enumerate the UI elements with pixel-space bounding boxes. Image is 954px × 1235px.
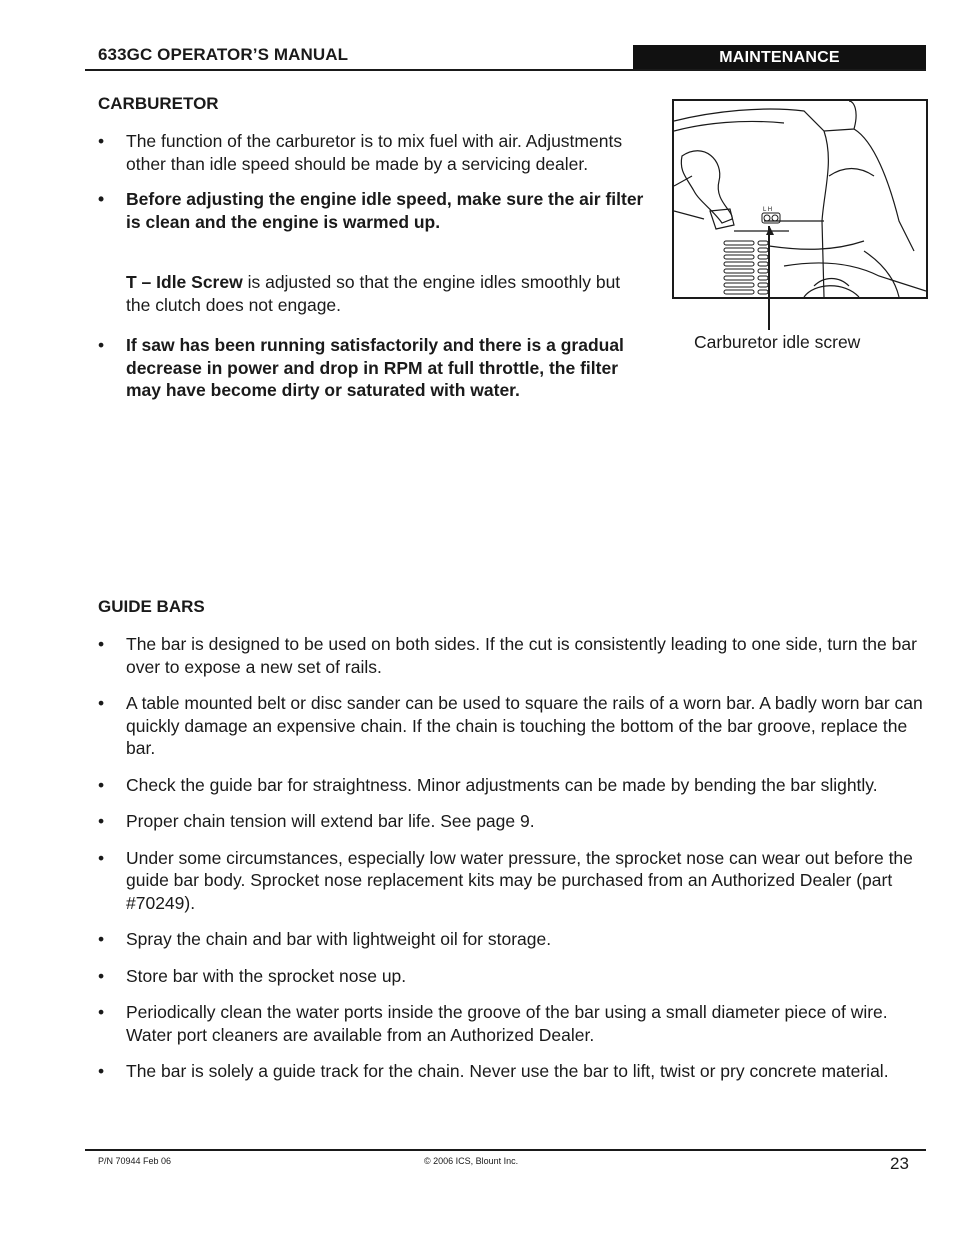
footer-rule [85,1149,926,1151]
header-rule [85,69,926,71]
list-item [98,965,928,988]
bullet-dot: • [98,965,105,986]
bullet-dot: • [98,693,105,713]
bullet-dot: • [98,929,105,949]
bullet-text: Before adjusting the engine idle speed, make sure the air filter is clean and the engine is warmed up. [126,189,644,232]
manual-title: 633GC OPERATOR’S MANUAL [98,45,349,64]
section-label: MAINTENANCE [633,45,926,70]
part-number: P/N 70944 Feb 06 [98,1156,172,1166]
bullet-dot: • [98,847,105,868]
bullet-text: Spray the chain and bar with lightweight oil for storage. [126,929,552,949]
list-item [98,692,928,760]
list-item [98,847,928,915]
bullet-dot: • [98,335,105,355]
bullet-text: Periodically clean the water ports inside the groove of the bar using a small diameter piece of wire. Water port cleaners are available from an Authorized Dealer. [126,1002,888,1045]
bullet-text: The bar is designed to be used on both sides. If the cut is consistently leading to one side, turn the bar over to expose a new set of rails. [126,634,917,677]
saw-illustration [674,101,926,297]
bullet-text: The bar is solely a guide track for the chain. Never use the bar to lift, twist or pry concrete material. [126,1061,889,1081]
screw-labels: L H [763,207,773,213]
bullet-text: If saw has been running satisfactorily and there is a gradual decrease in power and drop in RPM at full throttle, the filter may have become dirty or saturated with water. [126,335,624,400]
idle-screw-term: T – Idle Screw [126,272,243,292]
list-item [98,188,650,233]
bullet-dot: • [98,811,105,831]
list-item [98,928,928,951]
bullet-text: Proper chain tension will extend bar life. See page 9. [126,811,535,831]
list-item [98,1060,928,1083]
copyright: © 2006 ICS, Blount Inc. [424,1156,519,1166]
carburetor-bullet-list-2 [98,334,650,402]
carburetor-heading: CARBURETOR [98,94,219,113]
list-item [98,1001,928,1046]
bullet-dot: • [98,1002,105,1022]
bullet-dot: • [98,189,105,209]
bullet-text: A table mounted belt or disc sander can be used to square the rails of a worn bar. A badly worn bar can quickly damage an expensive chain. If the chain is touching the bottom of the bar groove, replace the bar. [126,693,923,758]
guide-bars-bullet-list [98,633,928,1083]
list-item [98,633,928,678]
list-item [98,130,650,175]
bullet-text: Under some circumstances, especially low water pressure, the sprocket nose can wear out before the guide bar body. Sprocket nose replacement kits may be purchased from an Authorized Dealer (part #70249). [126,847,913,913]
bullet-text: The function of the carburetor is to mix fuel with air. Adjustments other than idle speed should be made by a servicing dealer. [126,131,623,174]
list-item [98,334,650,402]
idle-screw-note [126,271,646,316]
carburetor-bullet-list [98,130,650,233]
carburetor-figure [672,99,928,299]
bullet-dot: • [98,774,105,795]
page-number: 23 [890,1154,909,1173]
guide-bars-heading: GUIDE BARS [98,597,205,616]
list-item [98,810,928,833]
bullet-dot: • [98,634,105,654]
caption-leader-line [768,226,770,330]
bullet-dot: • [98,131,105,151]
idle-screw-text: is adjusted so that the engine idles smoothly but the clutch does not engage. [126,272,621,315]
bullet-dot: • [98,1061,105,1081]
bullet-text: Store bar with the sprocket nose up. [126,965,407,986]
bullet-text: Check the guide bar for straightness. Minor adjustments can be made by bending the bar slightly. [126,774,878,795]
figure-caption: Carburetor idle screw [694,332,861,352]
list-item [98,774,928,797]
